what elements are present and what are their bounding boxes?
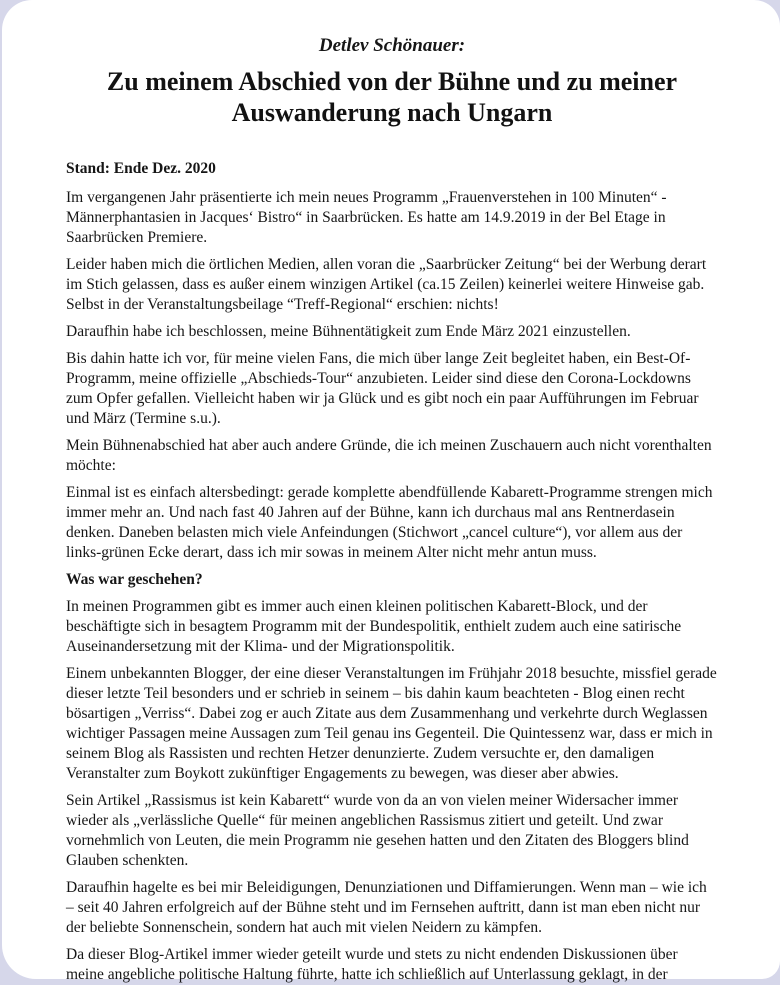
paragraph: Da dieser Blog-Artikel immer wieder geteilt wurde und stets zu nicht endenden Diskussionen über meine angebliche politische Haltung führte, hatte ich schließlich auf Unterlassung geklagt, in der	[66, 946, 678, 983]
document-body	[66, 188, 718, 985]
document-page	[2, 0, 780, 983]
paragraph: Bis dahin hatte ich vor, für meine vielen Fans, die mich über lange Zeit begleitet haben, ein Best-Of-Programm, meine offizielle „Abschieds-Tour“ anzubieten. Leider sind diese den Corona-Lockdowns zum Opfer gefallen. Vielleicht haben wir ja Glück und es gibt noch ein paar Aufführungen im Februar und März (Termine s.u.).	[66, 350, 699, 427]
paragraph: Sein Artikel „Rassismus ist kein Kabarett“ wurde von da an von vielen meiner Widersacher immer wieder als „verlässliche Quelle“ für meinen angeblichen Rassismus zitiert und geteilt. Und zwar vornehmlich von Leuten, die mein Programm nie gesehen hatten und den Zitaten des Bloggers blind Glauben schenkten.	[66, 792, 689, 869]
paragraph: Daraufhin habe ich beschlossen, meine Bühnentätigkeit zum Ende März 2021 einzustellen.	[66, 323, 631, 340]
paragraph: Im vergangenen Jahr präsentierte ich mein neues Programm „Frauenverstehen in 100 Minuten“ - Männerphantasien in Jacques‘ Bistro“ in Saarbrücken. Es hatte am 14.9.2019 in der Bel Etage in Saarbrücken Premiere.	[66, 189, 667, 246]
paragraph: Daraufhin hagelte es bei mir Beleidigungen, Denunziationen und Diffamierungen. Wenn man – wie ich – seit 40 Jahren erfolgreich auf der Bühne steht und im Fernsehen auftritt, dann ist man eben nicht nur der beliebte Sonnenschein, sondern hat auch mit vielen Neidern zu kämpfen.	[66, 879, 707, 936]
paragraph: Leider haben mich die örtlichen Medien, allen voran die „Saarbrücker Zeitung“ bei der Werbung derart im Stich gelassen, dass es außer einem winzigen Artikel (ca.15 Zeilen) keinerlei weitere Hinweise gab. Selbst in der Veranstaltungsbeilage “Treff-Regional“ erschien: nichts!	[66, 256, 707, 313]
document-content	[2, 0, 780, 985]
section-heading: Was war geschehen?	[66, 571, 203, 588]
document-title-line-1: Zu meinem Abschied von der Bühne und zu meiner	[106, 67, 678, 96]
document-title-line-2: Auswanderung nach Ungarn	[231, 98, 553, 127]
date-line: Stand: Ende Dez. 2020	[66, 160, 216, 177]
author-line: Detlev Schönauer:	[318, 35, 466, 56]
paragraph: In meinen Programmen gibt es immer auch einen kleinen politischen Kabarett-Block, und der beschäftigte sich in besagtem Programm mit der Bundespolitik, enthielt zudem auch eine satirische Auseinandersetzung mit der Klima- und der Migrationspolitik.	[66, 598, 682, 655]
paragraph: Einem unbekannten Blogger, der eine dieser Veranstaltungen im Frühjahr 2018 besuchte, missfiel gerade dieser letzte Teil besonders und er schrieb in seinem – bis dahin kaum beachteten - Blog einen recht bösartigen „Verriss“. Dabei zog er auch Zitate aus dem Zusammenhang und verkehrte durch Weglassen wichtiger Passagen meine Aussagen zum Teil genau ins Gegenteil. Die Quintessenz war, dass er mich in seinem Blog als Rassisten und rechten Hetzer denunzierte. Zudem versuchte er, den damaligen Veranstalter zum Boykott zukünftiger Engagements zu bewegen, was dieser aber abwies.	[66, 665, 717, 782]
paragraph: Mein Bühnenabschied hat aber auch andere Gründe, die ich meinen Zuschauern auch nicht vorenthalten möchte:	[66, 437, 712, 474]
paragraph: Einmal ist es einfach altersbedingt: gerade komplette abendfüllende Kabarett-Programme strengen mich immer mehr an. Und nach fast 40 Jahren auf der Bühne, kann ich durchaus mal ans Rentnerdasein denken. Daneben belasten mich viele Anfeindungen (Stichwort „cancel culture“), vor allem aus der links-grünen Ecke derart, dass ich mir sowas in meinem Alter nicht mehr antun muss.	[66, 484, 713, 561]
document-title	[66, 66, 718, 128]
